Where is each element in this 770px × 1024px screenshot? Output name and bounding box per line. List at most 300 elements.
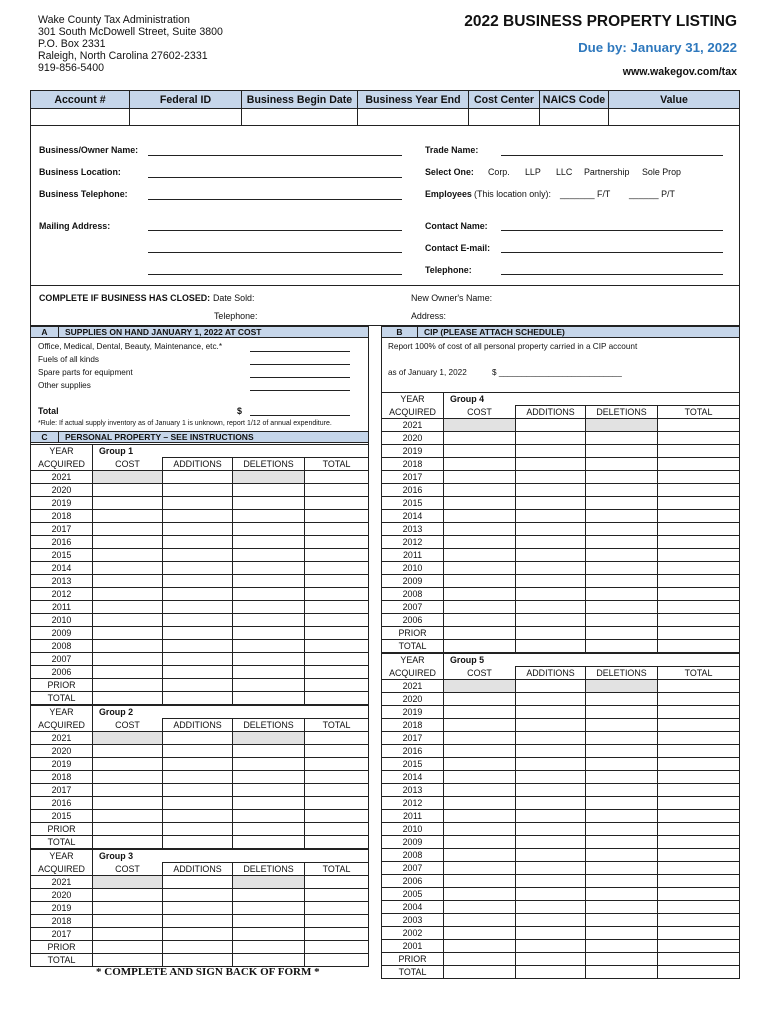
deletions-cell[interactable] [586, 680, 658, 693]
cost-cell[interactable] [444, 888, 516, 901]
total-cell[interactable] [658, 797, 740, 810]
deletions-cell[interactable] [233, 823, 305, 836]
cost-cell[interactable] [444, 588, 516, 601]
total-cell[interactable] [658, 458, 740, 471]
total-cell[interactable] [658, 706, 740, 719]
cost-cell[interactable] [444, 484, 516, 497]
cost-cell[interactable] [93, 471, 163, 484]
cost-cell[interactable] [444, 797, 516, 810]
additions-cell[interactable] [516, 601, 586, 614]
year-end-field[interactable] [358, 109, 469, 126]
deletions-cell[interactable] [233, 666, 305, 679]
cost-cell[interactable] [93, 640, 163, 653]
deletions-cell[interactable] [586, 432, 658, 445]
total-cell[interactable] [305, 575, 369, 588]
mailing-line-1[interactable] [148, 230, 402, 231]
cost-cell[interactable] [444, 706, 516, 719]
total-cell[interactable] [305, 954, 369, 967]
cost-cell[interactable] [444, 771, 516, 784]
additions-cell[interactable] [516, 836, 586, 849]
deletions-cell[interactable] [233, 732, 305, 745]
additions-cell[interactable] [516, 823, 586, 836]
additions-cell[interactable] [516, 706, 586, 719]
total-cell[interactable] [658, 927, 740, 940]
cost-cell[interactable] [93, 771, 163, 784]
additions-cell[interactable] [163, 679, 233, 692]
additions-cell[interactable] [163, 497, 233, 510]
total-cell[interactable] [305, 915, 369, 928]
total-cell[interactable] [305, 692, 369, 705]
cost-cell[interactable] [444, 510, 516, 523]
telephone-line[interactable] [148, 199, 402, 200]
cost-cell[interactable] [444, 445, 516, 458]
deletions-cell[interactable] [233, 954, 305, 967]
cost-cell[interactable] [444, 966, 516, 979]
additions-cell[interactable] [516, 484, 586, 497]
cost-cell[interactable] [444, 823, 516, 836]
additions-cell[interactable] [163, 614, 233, 627]
total-cell[interactable] [658, 810, 740, 823]
deletions-cell[interactable] [586, 966, 658, 979]
deletions-cell[interactable] [586, 784, 658, 797]
naics-field[interactable] [540, 109, 609, 126]
deletions-cell[interactable] [233, 471, 305, 484]
deletions-cell[interactable] [586, 693, 658, 706]
cost-cell[interactable] [444, 627, 516, 640]
total-cell[interactable] [658, 419, 740, 432]
additions-cell[interactable] [163, 653, 233, 666]
total-cell[interactable] [305, 679, 369, 692]
additions-cell[interactable] [516, 719, 586, 732]
cost-cell[interactable] [444, 419, 516, 432]
total-cell[interactable] [305, 497, 369, 510]
contact-name-line[interactable] [501, 230, 723, 231]
additions-cell[interactable] [516, 627, 586, 640]
additions-cell[interactable] [516, 771, 586, 784]
deletions-cell[interactable] [586, 836, 658, 849]
cost-cell[interactable] [93, 928, 163, 941]
deletions-cell[interactable] [586, 419, 658, 432]
total-cell[interactable] [305, 549, 369, 562]
option-llc[interactable]: LLC [556, 167, 573, 177]
cost-cell[interactable] [93, 745, 163, 758]
deletions-cell[interactable] [586, 875, 658, 888]
deletions-cell[interactable] [233, 575, 305, 588]
cost-cell[interactable] [93, 692, 163, 705]
deletions-cell[interactable] [233, 928, 305, 941]
additions-cell[interactable] [516, 940, 586, 953]
total-cell[interactable] [658, 966, 740, 979]
cost-cell[interactable] [444, 432, 516, 445]
additions-cell[interactable] [516, 614, 586, 627]
deletions-cell[interactable] [233, 510, 305, 523]
additions-cell[interactable] [516, 875, 586, 888]
cost-cell[interactable] [444, 575, 516, 588]
deletions-cell[interactable] [586, 601, 658, 614]
additions-cell[interactable] [516, 458, 586, 471]
total-cell[interactable] [305, 536, 369, 549]
additions-cell[interactable] [516, 523, 586, 536]
cost-cell[interactable] [444, 875, 516, 888]
deletions-cell[interactable] [586, 562, 658, 575]
additions-cell[interactable] [163, 758, 233, 771]
additions-cell[interactable] [516, 575, 586, 588]
trade-name-line[interactable] [501, 155, 723, 156]
total-cell[interactable] [305, 562, 369, 575]
total-cell[interactable] [658, 601, 740, 614]
deletions-cell[interactable] [233, 614, 305, 627]
cost-cell[interactable] [444, 745, 516, 758]
cost-cell[interactable] [93, 614, 163, 627]
total-cell[interactable] [658, 523, 740, 536]
additions-cell[interactable] [516, 862, 586, 875]
cost-cell[interactable] [93, 666, 163, 679]
total-cell[interactable] [305, 758, 369, 771]
additions-cell[interactable] [163, 588, 233, 601]
additions-cell[interactable] [163, 732, 233, 745]
cost-cell[interactable] [93, 601, 163, 614]
cost-cell[interactable] [444, 562, 516, 575]
total-cell[interactable] [658, 536, 740, 549]
cost-cell[interactable] [93, 876, 163, 889]
cost-cell[interactable] [444, 614, 516, 627]
deletions-cell[interactable] [233, 771, 305, 784]
additions-cell[interactable] [516, 758, 586, 771]
total-cell[interactable] [658, 836, 740, 849]
total-cell[interactable] [658, 823, 740, 836]
cost-cell[interactable] [93, 653, 163, 666]
cost-cell[interactable] [93, 627, 163, 640]
deletions-cell[interactable] [233, 784, 305, 797]
cost-cell[interactable] [444, 549, 516, 562]
cost-cell[interactable] [93, 954, 163, 967]
total-cell[interactable] [658, 484, 740, 497]
additions-cell[interactable] [516, 732, 586, 745]
additions-cell[interactable] [516, 680, 586, 693]
deletions-cell[interactable] [233, 810, 305, 823]
total-cell[interactable] [305, 902, 369, 915]
additions-cell[interactable] [516, 549, 586, 562]
total-cell[interactable] [305, 653, 369, 666]
additions-cell[interactable] [516, 966, 586, 979]
deletions-cell[interactable] [586, 458, 658, 471]
additions-cell[interactable] [163, 836, 233, 849]
total-cell[interactable] [658, 719, 740, 732]
additions-cell[interactable] [163, 902, 233, 915]
supply-line[interactable] [250, 377, 350, 378]
additions-cell[interactable] [516, 640, 586, 653]
deletions-cell[interactable] [586, 862, 658, 875]
total-cell[interactable] [305, 810, 369, 823]
deletions-cell[interactable] [586, 849, 658, 862]
cost-cell[interactable] [93, 497, 163, 510]
option-partnership[interactable]: Partnership [584, 167, 630, 177]
cost-cell[interactable] [444, 471, 516, 484]
supply-total-line[interactable] [250, 415, 350, 416]
deletions-cell[interactable] [586, 497, 658, 510]
total-cell[interactable] [658, 784, 740, 797]
deletions-cell[interactable] [233, 588, 305, 601]
additions-cell[interactable] [516, 901, 586, 914]
begin-date-field[interactable] [242, 109, 358, 126]
total-cell[interactable] [658, 471, 740, 484]
additions-cell[interactable] [516, 471, 586, 484]
total-cell[interactable] [305, 523, 369, 536]
total-cell[interactable] [658, 680, 740, 693]
additions-cell[interactable] [163, 575, 233, 588]
additions-cell[interactable] [516, 419, 586, 432]
mailing-line-2[interactable] [148, 252, 402, 253]
deletions-cell[interactable] [586, 953, 658, 966]
deletions-cell[interactable] [586, 719, 658, 732]
cost-cell[interactable] [444, 914, 516, 927]
deletions-cell[interactable] [233, 627, 305, 640]
cost-cell[interactable] [444, 640, 516, 653]
total-cell[interactable] [658, 745, 740, 758]
cost-cell[interactable] [444, 927, 516, 940]
deletions-cell[interactable] [586, 745, 658, 758]
total-cell[interactable] [658, 562, 740, 575]
cost-cell[interactable] [93, 915, 163, 928]
cost-cell[interactable] [444, 693, 516, 706]
additions-cell[interactable] [163, 876, 233, 889]
total-cell[interactable] [305, 784, 369, 797]
deletions-cell[interactable] [233, 745, 305, 758]
total-cell[interactable] [658, 953, 740, 966]
total-cell[interactable] [658, 614, 740, 627]
deletions-cell[interactable] [233, 692, 305, 705]
total-cell[interactable] [658, 497, 740, 510]
total-cell[interactable] [305, 614, 369, 627]
additions-cell[interactable] [163, 484, 233, 497]
cost-cell[interactable] [444, 601, 516, 614]
deletions-cell[interactable] [233, 915, 305, 928]
cost-cell[interactable] [444, 523, 516, 536]
total-cell[interactable] [658, 549, 740, 562]
cost-cell[interactable] [444, 849, 516, 862]
deletions-cell[interactable] [233, 484, 305, 497]
deletions-cell[interactable] [586, 797, 658, 810]
additions-cell[interactable] [163, 562, 233, 575]
total-cell[interactable] [658, 588, 740, 601]
deletions-cell[interactable] [233, 497, 305, 510]
deletions-cell[interactable] [586, 888, 658, 901]
total-cell[interactable] [305, 745, 369, 758]
deletions-cell[interactable] [586, 445, 658, 458]
deletions-cell[interactable] [586, 549, 658, 562]
cost-center-field[interactable] [469, 109, 540, 126]
total-cell[interactable] [658, 849, 740, 862]
total-cell[interactable] [305, 484, 369, 497]
cost-cell[interactable] [444, 732, 516, 745]
additions-cell[interactable] [163, 771, 233, 784]
deletions-cell[interactable] [233, 902, 305, 915]
cost-cell[interactable] [93, 797, 163, 810]
total-cell[interactable] [658, 640, 740, 653]
cost-cell[interactable] [444, 953, 516, 966]
cost-cell[interactable] [93, 484, 163, 497]
option-llp[interactable]: LLP [525, 167, 541, 177]
deletions-cell[interactable] [586, 640, 658, 653]
owner-name-line[interactable] [148, 155, 402, 156]
total-cell[interactable] [658, 693, 740, 706]
total-cell[interactable] [658, 575, 740, 588]
deletions-cell[interactable] [233, 562, 305, 575]
cost-cell[interactable] [93, 889, 163, 902]
additions-cell[interactable] [163, 510, 233, 523]
deletions-cell[interactable] [233, 601, 305, 614]
deletions-cell[interactable] [586, 810, 658, 823]
cost-cell[interactable] [93, 549, 163, 562]
deletions-cell[interactable] [233, 653, 305, 666]
additions-cell[interactable] [163, 523, 233, 536]
cost-cell[interactable] [93, 810, 163, 823]
additions-cell[interactable] [163, 823, 233, 836]
mailing-line-3[interactable] [148, 274, 402, 275]
cost-cell[interactable] [93, 523, 163, 536]
deletions-cell[interactable] [233, 889, 305, 902]
total-cell[interactable] [658, 432, 740, 445]
cost-cell[interactable] [444, 901, 516, 914]
total-cell[interactable] [658, 445, 740, 458]
total-cell[interactable] [305, 510, 369, 523]
additions-cell[interactable] [516, 914, 586, 927]
deletions-cell[interactable] [586, 614, 658, 627]
additions-cell[interactable] [163, 810, 233, 823]
deletions-cell[interactable] [586, 536, 658, 549]
deletions-cell[interactable] [586, 484, 658, 497]
additions-cell[interactable] [163, 692, 233, 705]
cost-cell[interactable] [444, 862, 516, 875]
deletions-cell[interactable] [586, 588, 658, 601]
additions-cell[interactable] [516, 810, 586, 823]
account-field[interactable] [31, 109, 130, 126]
total-cell[interactable] [305, 771, 369, 784]
additions-cell[interactable] [516, 432, 586, 445]
additions-cell[interactable] [516, 745, 586, 758]
total-cell[interactable] [305, 588, 369, 601]
deletions-cell[interactable] [586, 706, 658, 719]
deletions-cell[interactable] [586, 771, 658, 784]
deletions-cell[interactable] [233, 523, 305, 536]
additions-cell[interactable] [163, 640, 233, 653]
cost-cell[interactable] [444, 458, 516, 471]
total-cell[interactable] [658, 901, 740, 914]
cost-cell[interactable] [93, 679, 163, 692]
additions-cell[interactable] [163, 889, 233, 902]
deletions-cell[interactable] [586, 758, 658, 771]
deletions-cell[interactable] [586, 523, 658, 536]
total-cell[interactable] [658, 510, 740, 523]
cost-cell[interactable] [93, 536, 163, 549]
deletions-cell[interactable] [586, 627, 658, 640]
additions-cell[interactable] [516, 953, 586, 966]
deletions-cell[interactable] [233, 536, 305, 549]
total-cell[interactable] [305, 732, 369, 745]
cost-cell[interactable] [93, 902, 163, 915]
additions-cell[interactable] [516, 510, 586, 523]
cost-cell[interactable] [444, 497, 516, 510]
deletions-cell[interactable] [586, 575, 658, 588]
employees-pt[interactable]: ______ P/T [629, 189, 675, 199]
cost-cell[interactable] [93, 588, 163, 601]
additions-cell[interactable] [516, 693, 586, 706]
cost-cell[interactable] [93, 575, 163, 588]
additions-cell[interactable] [516, 588, 586, 601]
deletions-cell[interactable] [233, 797, 305, 810]
value-field[interactable] [609, 109, 740, 126]
additions-cell[interactable] [516, 797, 586, 810]
option-sole-prop[interactable]: Sole Prop [642, 167, 681, 177]
deletions-cell[interactable] [233, 640, 305, 653]
additions-cell[interactable] [163, 941, 233, 954]
total-cell[interactable] [658, 732, 740, 745]
supply-line[interactable] [250, 351, 350, 352]
total-cell[interactable] [305, 797, 369, 810]
deletions-cell[interactable] [233, 549, 305, 562]
total-cell[interactable] [305, 823, 369, 836]
additions-cell[interactable] [163, 666, 233, 679]
federal-id-field[interactable] [130, 109, 242, 126]
supply-line[interactable] [250, 390, 350, 391]
cost-cell[interactable] [93, 732, 163, 745]
additions-cell[interactable] [163, 549, 233, 562]
deletions-cell[interactable] [586, 927, 658, 940]
total-cell[interactable] [305, 666, 369, 679]
additions-cell[interactable] [163, 627, 233, 640]
additions-cell[interactable] [163, 471, 233, 484]
total-cell[interactable] [658, 875, 740, 888]
location-line[interactable] [148, 177, 402, 178]
total-cell[interactable] [658, 888, 740, 901]
total-cell[interactable] [658, 627, 740, 640]
deletions-cell[interactable] [233, 941, 305, 954]
total-cell[interactable] [305, 601, 369, 614]
additions-cell[interactable] [163, 915, 233, 928]
cost-cell[interactable] [444, 940, 516, 953]
additions-cell[interactable] [163, 601, 233, 614]
deletions-cell[interactable] [586, 510, 658, 523]
contact-email-line[interactable] [501, 252, 723, 253]
cost-cell[interactable] [93, 784, 163, 797]
additions-cell[interactable] [516, 784, 586, 797]
total-cell[interactable] [305, 627, 369, 640]
deletions-cell[interactable] [233, 836, 305, 849]
cost-cell[interactable] [444, 784, 516, 797]
supply-line[interactable] [250, 364, 350, 365]
cip-amount-line[interactable]: $ ___________________________ [492, 368, 622, 377]
additions-cell[interactable] [163, 797, 233, 810]
deletions-cell[interactable] [586, 471, 658, 484]
additions-cell[interactable] [516, 497, 586, 510]
employees-ft[interactable]: _______ F/T [560, 189, 611, 199]
additions-cell[interactable] [163, 745, 233, 758]
total-cell[interactable] [305, 876, 369, 889]
deletions-cell[interactable] [233, 876, 305, 889]
additions-cell[interactable] [516, 562, 586, 575]
cost-cell[interactable] [93, 562, 163, 575]
total-cell[interactable] [305, 928, 369, 941]
total-cell[interactable] [658, 771, 740, 784]
option-corp[interactable]: Corp. [488, 167, 510, 177]
total-cell[interactable] [305, 836, 369, 849]
total-cell[interactable] [658, 758, 740, 771]
deletions-cell[interactable] [233, 758, 305, 771]
additions-cell[interactable] [163, 536, 233, 549]
total-cell[interactable] [305, 471, 369, 484]
deletions-cell[interactable] [586, 940, 658, 953]
total-cell[interactable] [305, 640, 369, 653]
